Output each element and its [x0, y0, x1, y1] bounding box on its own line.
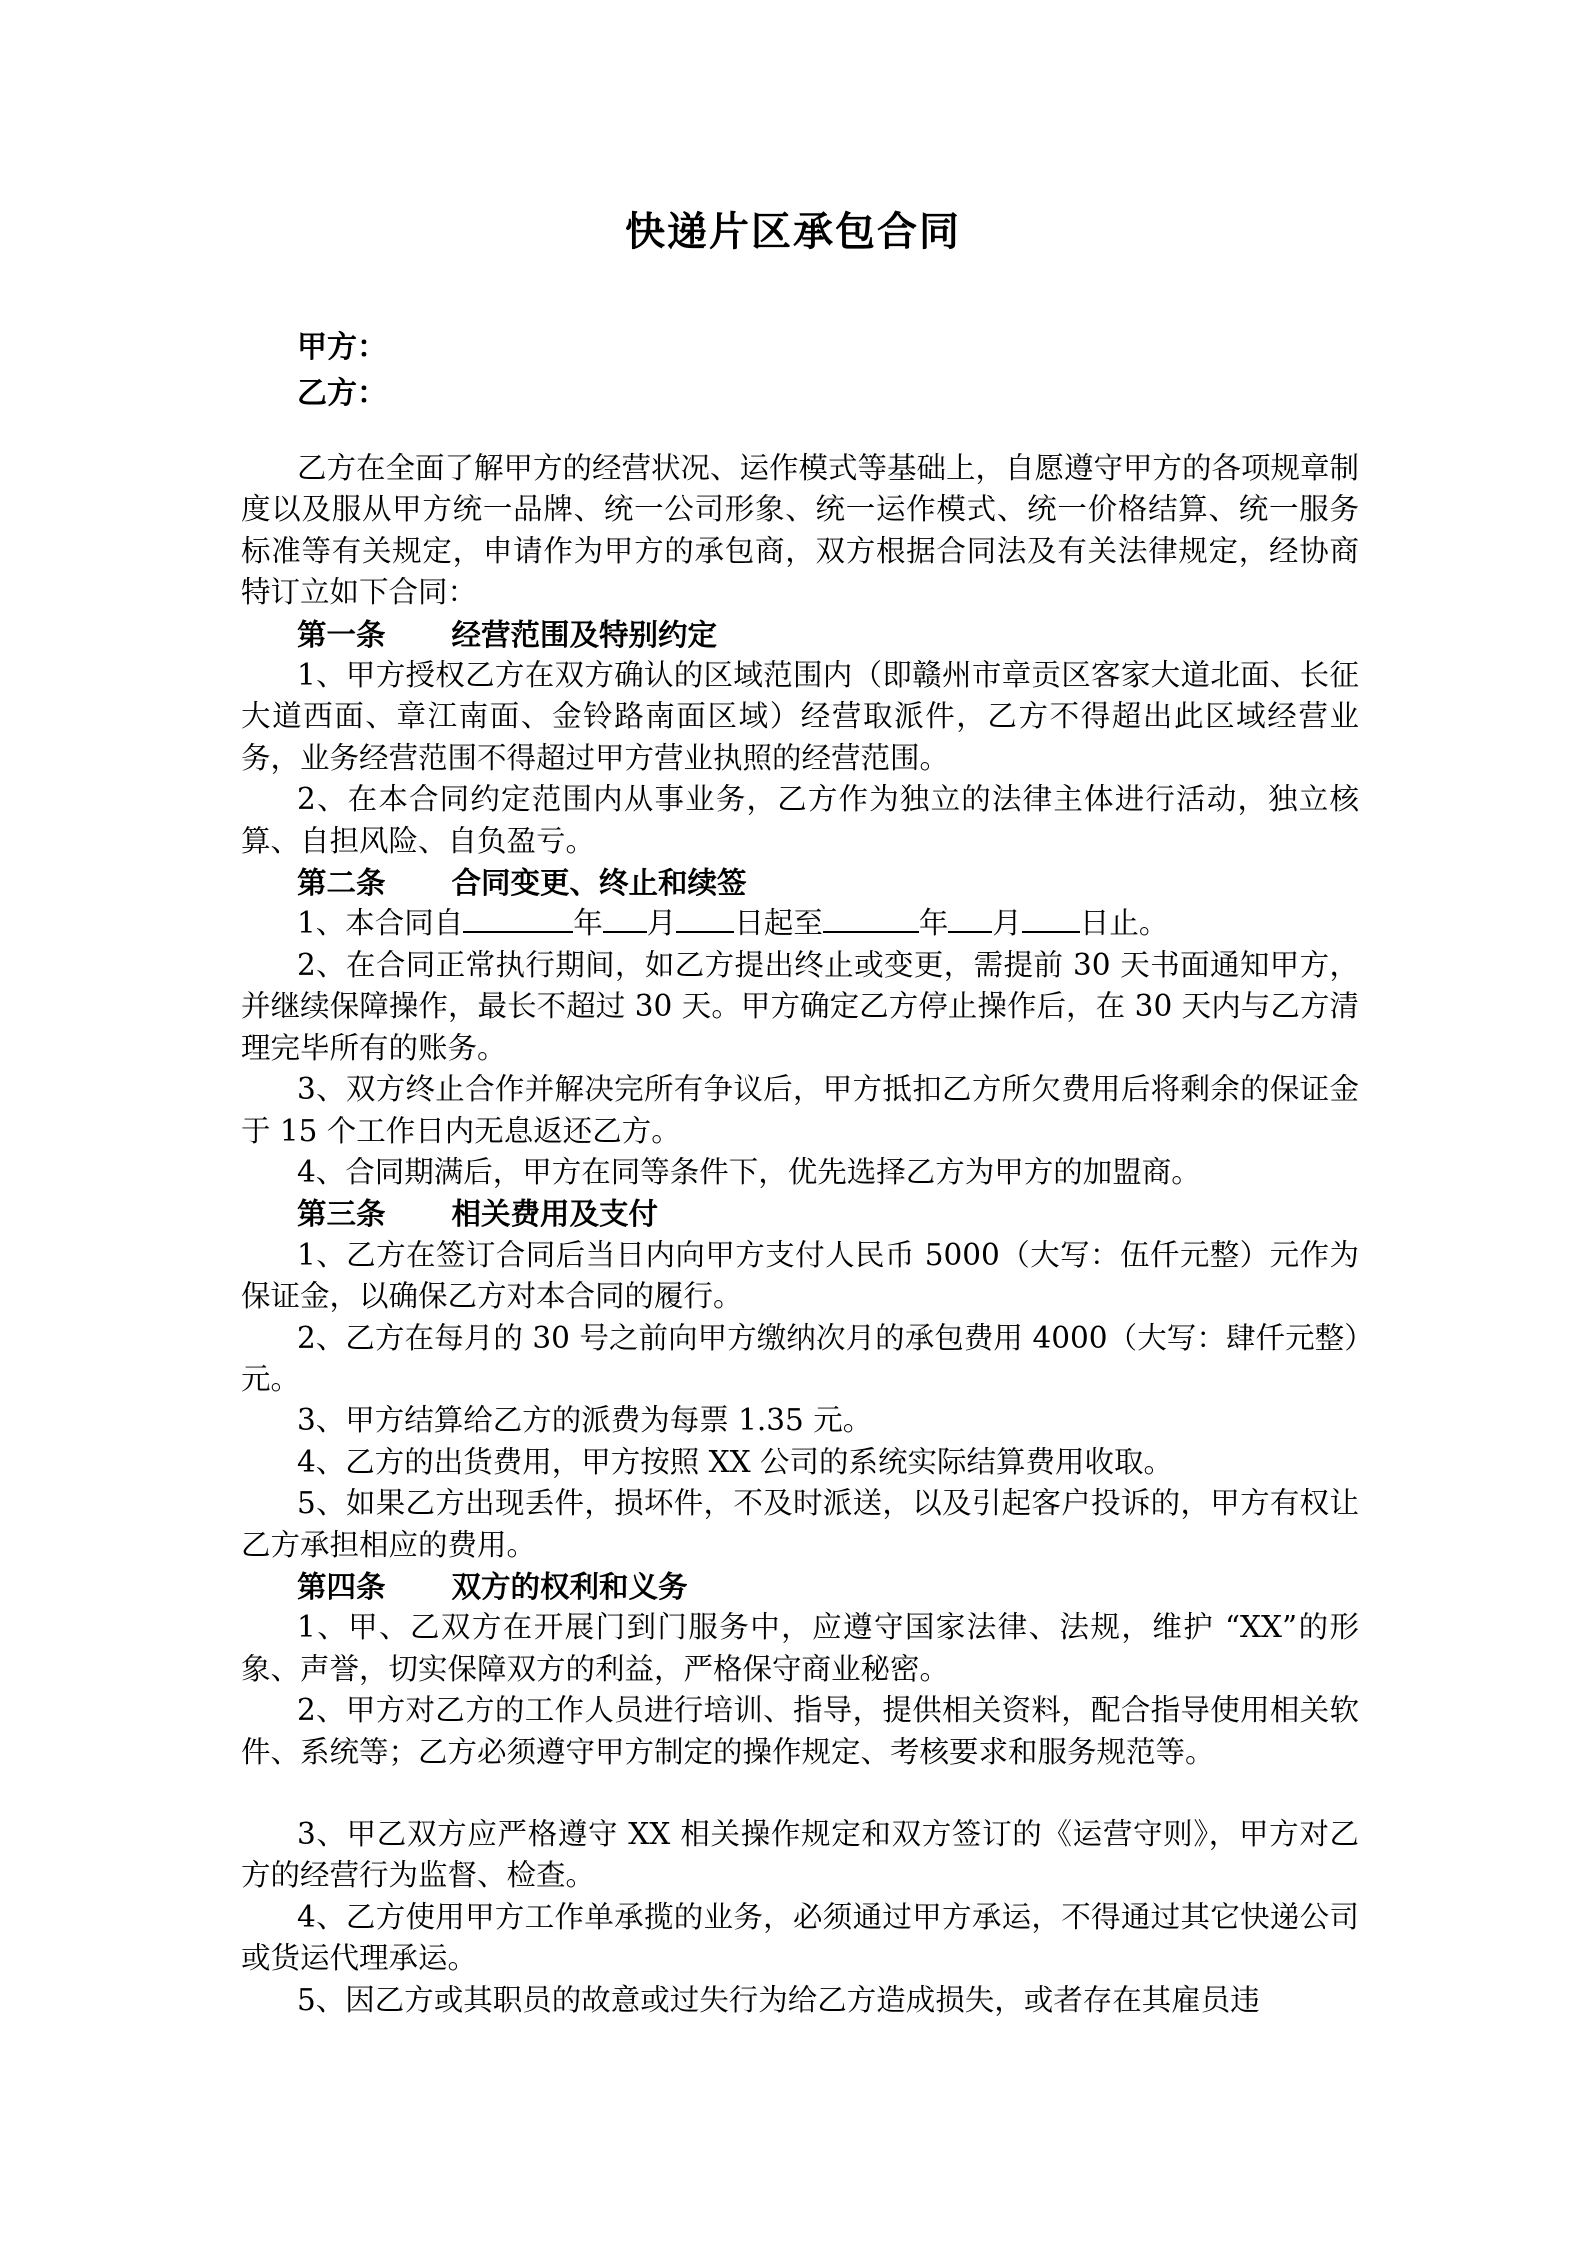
contract-body: [241, 448, 1359, 2021]
article-title: 相关费用及支付: [451, 1196, 659, 1232]
article-title: 双方的权利和义务: [451, 1568, 688, 1604]
article-number: 第三条: [297, 1196, 386, 1232]
article-number: 第一条: [297, 616, 386, 652]
article-2-heading: [241, 862, 1359, 903]
article-3-heading: [241, 1193, 1359, 1234]
article-1-heading: [241, 614, 1359, 655]
article-4-heading: [241, 1566, 1359, 1607]
clause-paragraph: 1、甲、乙双方在开展门到门服务中，应遵守国家法律、法规，维护 “XX”的形象、声誉，切实保障双方的利益，严格保守商业秘密。: [241, 1610, 1359, 1686]
end-month-blank: [948, 903, 992, 933]
party-b-label: 乙方：: [297, 376, 387, 411]
clause-paragraph: 4、合同期满后，甲方在同等条件下，优先选择乙方为甲方的加盟商。: [297, 1154, 1201, 1189]
start-month-blank: [603, 903, 647, 933]
clause-paragraph: 2、在合同正常执行期间，如乙方提出终止或变更，需提前 30 天书面通知甲方，并继续保障操作，最长不超过 30 天。甲方确定乙方停止操作后，在 30 天内与乙方清理完毕所有的账务。: [241, 947, 1359, 1065]
clause-paragraph: 1、甲方授权乙方在双方确认的区域范围内（即赣州市章贡区客家大道北面、长征大道西面、章江南面、金铃路南面区域）经营取派件，乙方不得超出此区域经营业务，业务经营范围不得超过甲方营业执照的经营范围。: [241, 658, 1359, 775]
start-day-blank: [676, 903, 734, 933]
clause-paragraph: 4、乙方的出货费用，甲方按照 XX 公司的系统实际结算费用收取。: [297, 1444, 1174, 1479]
party-a-label: 甲方：: [297, 330, 387, 365]
clause-paragraph: 5、如果乙方出现丢件，损坏件，不及时派送，以及引起客户投诉的，甲方有权让乙方承担相应的费用。: [241, 1486, 1359, 1562]
end-year-blank: [823, 903, 919, 933]
clause-paragraph: 4、乙方使用甲方工作单承揽的业务，必须通过甲方承运，不得通过其它快递公司或货运代理承运。: [241, 1899, 1359, 1976]
clause-paragraph: 3、双方终止合作并解决完所有争议后，甲方抵扣乙方所欠费用后将剩余的保证金于 15 个工作日内无息返还乙方。: [241, 1072, 1359, 1148]
start-year-blank: [463, 903, 573, 933]
article-number: 第四条: [297, 1568, 386, 1604]
article-title: 合同变更、终止和续签: [451, 865, 747, 901]
article-title: 经营范围及特别约定: [451, 616, 718, 652]
clause-paragraph: 3、甲乙双方应严格遵守 XX 相关操作规定和双方签订的《运营守则》，甲方对乙方的经营行为监督、检查。: [241, 1817, 1359, 1893]
clause-paragraph: 3、甲方结算给乙方的派费为每票 1.35 元。: [297, 1403, 873, 1438]
clause-paragraph: 2、甲方对乙方的工作人员进行培训、指导，提供相关资料，配合指导使用相关软件、系统等；乙方必须遵守甲方制定的操作规定、考核要求和服务规范等。: [241, 1693, 1359, 1769]
article-number: 第二条: [297, 865, 386, 901]
clause-paragraph: 1、乙方在签订合同后当日内向甲方支付人民币 5000（大写：伍仟元整）元作为保证金，以确保乙方对本合同的履行。: [241, 1237, 1359, 1314]
clause-paragraph: 5、因乙方或其职员的故意或过失行为给乙方造成损失，或者存在其雇员违: [297, 1982, 1260, 2017]
end-day-blank: [1022, 903, 1080, 933]
document-title: 快递片区承包合同: [625, 208, 961, 255]
intro-paragraph: 乙方在全面了解甲方的经营状况、运作模式等基础上，自愿遵守甲方的各项规章制度以及服从甲方统一品牌、统一公司形象、统一运作模式、统一价格结算、统一服务标准等有关规定，申请作为甲方的承包商，双方根据合同法及有关法律规定，经协商特订立如下合同：: [241, 451, 1360, 610]
clause-paragraph: 2、在本合同约定范围内从事业务，乙方作为独立的法律主体进行活动，独立核算、自担风险、自负盈亏。: [241, 782, 1359, 858]
contract-term-line: 1、本合同自 年 月 日起至 年 月 日止。: [241, 903, 1359, 944]
clause-paragraph: 2、乙方在每月的 30 号之前向甲方缴纳次月的承包费用 4000（大写：肆仟元整）元。: [241, 1320, 1359, 1396]
